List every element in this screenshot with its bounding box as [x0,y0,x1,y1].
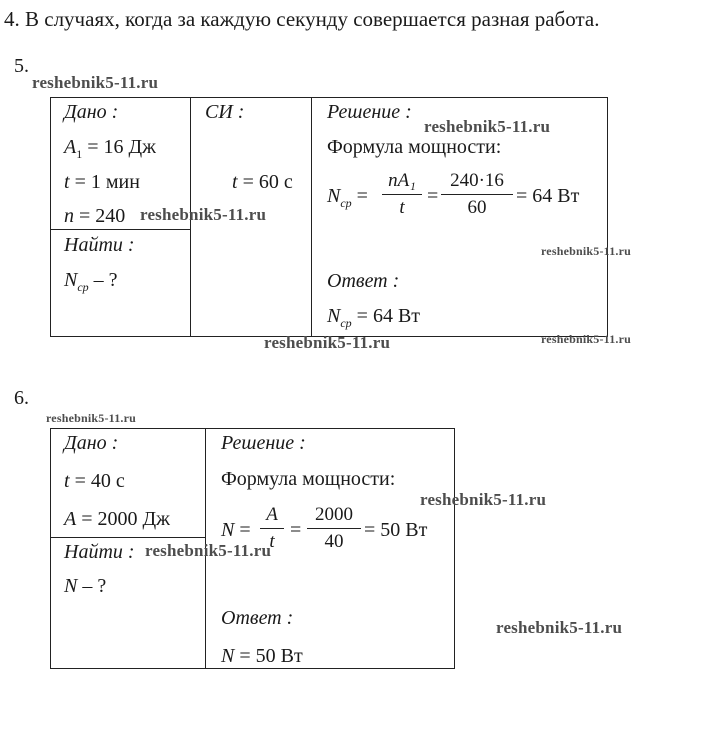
problem6-formula-lhs: N = [221,519,251,541]
watermark: reshebnik5-11.ru [46,411,136,425]
problem6-eq-2: = [290,519,302,541]
problem6-fraction-2: 2000 40 [307,504,361,553]
problem5-given-a: $A_1 = 16$ Дж [64,136,156,161]
problem6-result: = 50 Вт [364,519,428,541]
problem6-formula-label: Формула мощности: [221,468,396,490]
problem5-given-label: Дано : [64,101,119,123]
problem6-answer: N = 50 Вт [221,645,303,667]
problem5-eq-2: = [427,185,439,207]
problem5-fraction-1: nA₁ t [382,170,422,219]
problem5-given-t: t = 1 мин [64,171,140,193]
problem6-given-t: t = 40 с [64,470,125,492]
problem5-formula-label: Формула мощности: [327,136,502,158]
problem6-number: 6. [14,387,29,409]
problem5-solution-label: Решение : [327,101,412,123]
problem6-given-a: A = 2000 Дж [64,508,170,530]
problem6-answer-label: Ответ : [221,607,294,629]
watermark: reshebnik5-11.ru [496,618,623,637]
problem6-solution-label: Решение : [221,432,306,454]
problem5-find-label: Найти : [64,234,135,256]
problem5-result: = 64 Вт [516,185,580,207]
watermark: reshebnik5-11.ru [32,73,159,92]
problem6-given-label: Дано : [64,432,119,454]
watermark: reshebnik5-11.ru [424,117,551,136]
problem5-formula-lhs: $N_{ср}$ = [327,185,368,210]
watermark: reshebnik5-11.ru [145,541,272,560]
header-line: 4. В случаях, когда за каждую секунду совершается разная работа. [4,7,600,31]
problem6-given-find-divider [50,537,206,538]
watermark: reshebnik5-11.ru [420,490,547,509]
watermark: reshebnik5-11.ru [140,205,267,224]
watermark: reshebnik5-11.ru [541,332,631,346]
problem5-divider-2 [311,97,312,337]
problem5-given-find-divider [50,229,191,230]
problem5-given-n: n = 240 [64,205,126,227]
problem5-answer-label: Ответ : [327,270,400,292]
problem5-fraction-2: 240·16 60 [441,170,513,219]
problem5-si-label: СИ : [205,101,245,123]
problem5-number: 5. [14,55,29,77]
problem5-answer: $N_{ср} = 64$ Вт [327,305,421,330]
watermark: reshebnik5-11.ru [264,333,391,352]
watermark: reshebnik5-11.ru [541,244,631,258]
problem6-find-label: Найти : [64,541,135,563]
problem5-si-t: t = 60 с [232,171,293,193]
problem6-fraction-1: A t [260,504,284,553]
problem6-find-target: N – ? [64,575,107,597]
problem5-find-target: $N_{ср}$ – ? [64,269,118,294]
